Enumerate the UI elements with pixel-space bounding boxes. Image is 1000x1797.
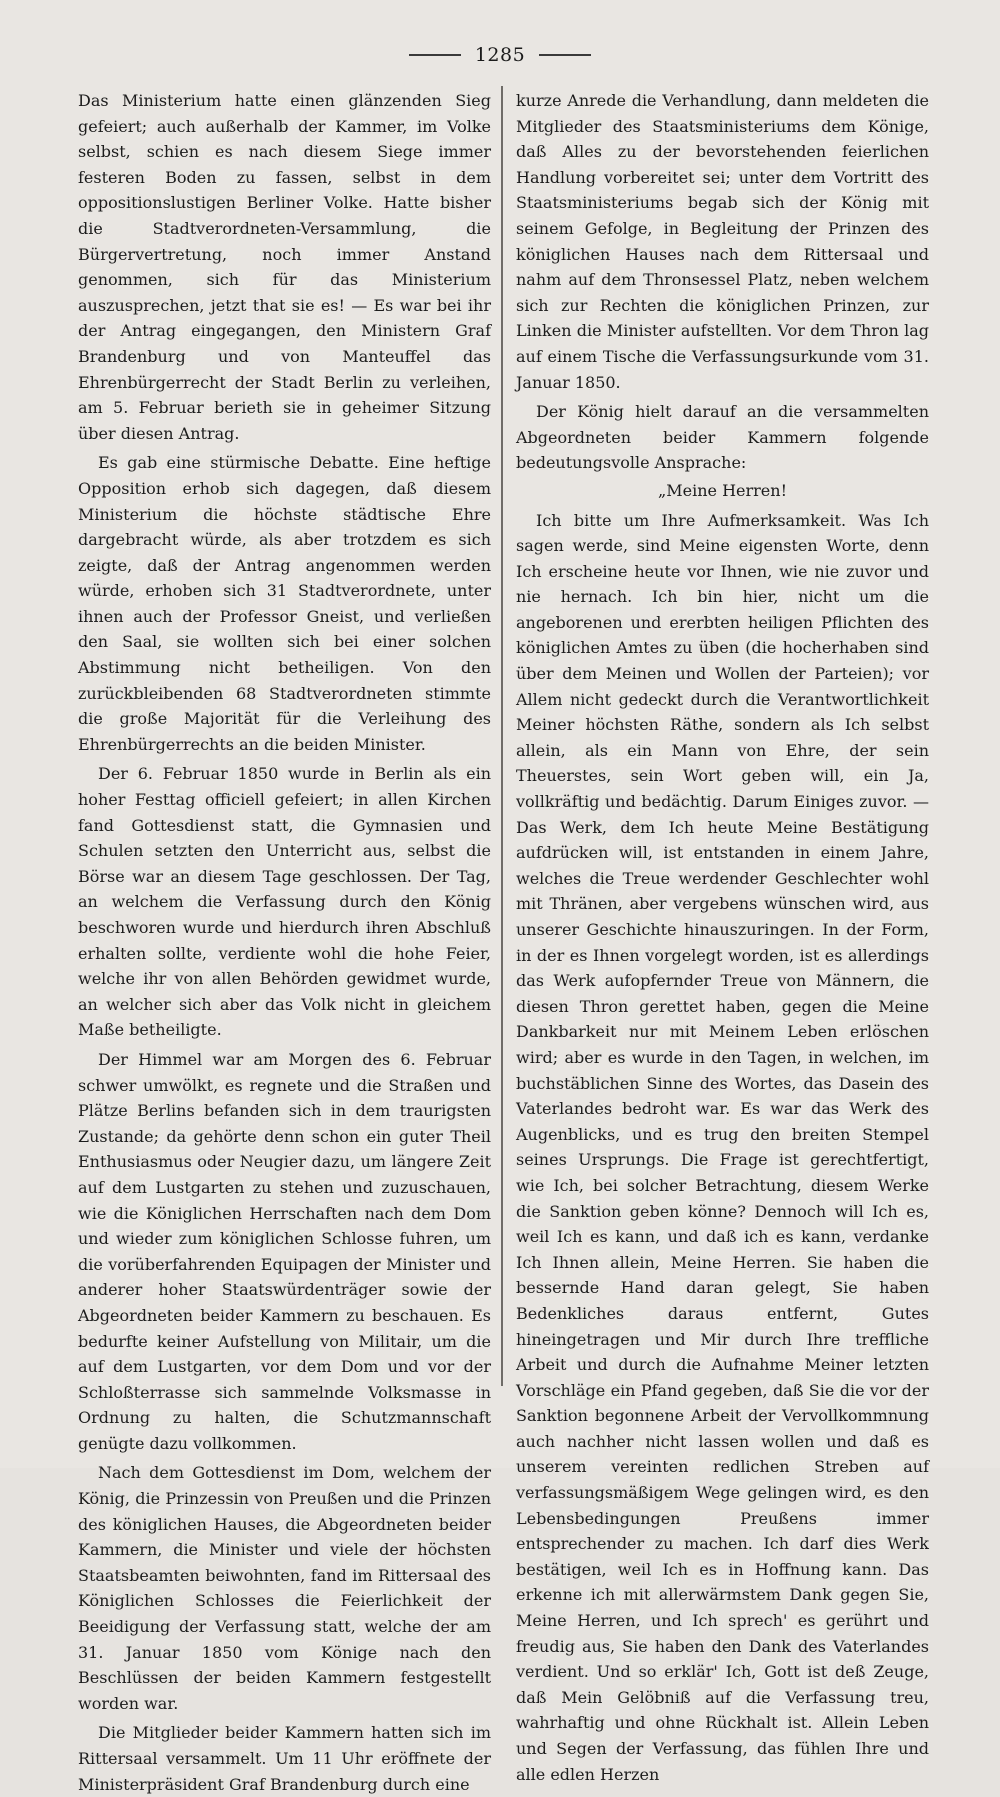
paragraph: Nach dem Gottesdienst im Dom, welchem der König, die Prinzessin von Preußen und die Prinzen des königlichen Hauses, die Abgeordneten beider Kammern, die Minister und viele der höchsten Staatsbeamten beiwohnten, fand im Rittersaal des Königlichen Schlosses die Feierlichkeit der Beeidigung der Verfassung statt, welche der am 31. Januar 1850 vom Könige nach den Beschlüssen der beiden Kammern festgestellt worden war. — [78, 1463, 491, 1713]
paragraph: kurze Anrede die Verhandlung, dann meldeten die Mitglieder des Staatsministeriums dem Könige, daß Alles zu der bevorstehenden feierlichen Handlung vorbereitet sei; unter dem Vortritt des Staatsministeriums begab sich der König mit seinem Gefolge, in Begleitung der Prinzen des königlichen Hauses nach dem Rittersaal und nahm auf dem Thronsessel Platz, neben welchem sich zur Rechten die königlichen Prinzen, zur Linken die Minister aufstellten. Vor dem Thron lag auf einem Tische die Verfassungsurkunde vom 31. Januar 1850. — [516, 91, 929, 392]
page-number: 1285 — [474, 44, 526, 66]
paragraph: Der 6. Februar 1850 wurde in Berlin als ein hoher Festtag officiell gefeiert; in allen Kirchen fand Gottesdienst statt, die Gymnasien und Schulen setzten den Unterricht aus, selbst die Börse war an diesem Tage geschlossen. Der Tag, an welchem die Verfassung durch den König beschworen wurde und hierdurch ihren Abschluß erhalten sollte, verdiente wohl die hohe Feier, welche ihr von allen Behörden gewidmet wurde, an welcher sich aber das Volk nicht in gleichem Maße betheiligte. — [78, 764, 491, 1040]
paragraph: Ich bitte um Ihre Aufmerksamkeit. Was Ich sagen werde, sind Meine eigensten Worte, denn Ich erscheine heute vor Ihnen, wie nie zuvor und nie hernach. Ich bin hier, nicht um die angeborenen und ererbten heiligen Pflichten des königlichen Amtes zu üben (die hocherhaben sind über dem Meinen und Wollen der Parteien); vor Allem nicht gedeckt durch die Verantwortlichkeit Meiner höchsten Räthe, sondern als Ich selbst allein, als ein Mann von Ehre, der sein Theuerstes, sein Wort geben will, ein Ja, vollkräftig und bedächtig. Darum Einiges zuvor. — Das Werk, dem Ich heute Meine Bestätigung aufdrücken will, ist entstanden in einem Jahre, welches die Treue werdender Geschlechter wohl mit Thränen, aber vergebens wünschen wird, aus unserer Geschichte hinauszuringen. In der Form, in der es Ihnen vorgelegt worden, ist es allerdings das Werk aufopfernder Treue von Männern, die diesen Thron gerettet haben, gegen die Meine Dankbarkeit nur mit Meinem Leben erlöschen wird; aber es wurde in den Tagen, in welchen, im buchstäblichen Sinne des Wortes, das Dasein des Vaterlandes bedroht war. Es war das Werk des Augenblicks, und es trug den breiten Stempel seines Ursprungs. Die Frage ist gerechtfertigt, wie Ich, bei solcher Betrachtung, diesem Werke die Sanktion geben könne? Dennoch will Ich es, weil Ich es kann, und daß ich es kann, verdanke Ich Ihnen allein, Meine Herren. Sie haben die bessernde Hand daran gelegt, Sie haben Bedenkliches daraus entfernt, Gutes hineingetragen und Mir durch Ihre treffliche Arbeit und durch die Aufnahme Meiner letzten Vorschläge ein Pfand gegeben, daß Sie die vor der Sanktion begonnene Arbeit der Vervollkommnung auch nachher nicht lassen wollen und daß es unserem vereinten redlichen Streben auf verfassungsmäßigem Wege gelingen wird, es den Lebensbedingungen Preußens immer entsprechender zu machen. Ich darf dies Werk bestätigen, weil Ich es in Hoffnung kann. Das erkenne ich mit allerwärmstem Dank gegen Sie, Meine Herren, und Ich sprech' es gerührt und freudig aus, Sie haben den Dank des Vaterlandes verdient. Und so erklär' Ich, Gott ist deß Zeuge, daß Mein Gelöbniß auf die Verfassung treu, wahrhaftig und ohne Rückhalt ist. Allein Leben und Segen der Verfassung, das fühlen Ihre und alle edlen Herzen — [516, 510, 929, 1784]
left-column — [78, 88, 491, 1797]
paragraph: Es gab eine stürmische Debatte. Eine heftige Opposition erhob sich dagegen, daß diesem Ministerium die höchste städtische Ehre dargebracht würde, als aber trotzdem es sich zeigte, daß der Antrag angenommen werden würde, erhoben sich 31 Stadtverordnete, unter ihnen auch der Professor Gneist, und verließen den Saal, sie wollten sich bei einer solchen Abstimmung nicht betheiligen. Von den zurückbleibenden 68 Stadtverordneten stimmte die große Majorität für die Verleihung des Ehrenbürgerrechts an die beiden Minister. — [78, 453, 491, 754]
right-column — [516, 88, 929, 1787]
header-rule-left — [409, 54, 461, 56]
column-divider — [501, 86, 503, 1386]
paragraph: Der König hielt darauf an die versammelten Abgeordneten beider Kammern folgende bedeutungsvolle Ansprache: — [516, 402, 929, 473]
paragraph: Die Mitglieder beider Kammern hatten sich im Rittersaal versammelt. Um 11 Uhr eröffnete der Ministerpräsident Graf Brandenburg durch eine — [78, 1723, 491, 1794]
paragraph: Das Ministerium hatte einen glänzenden Sieg gefeiert; auch außerhalb der Kammer, im Volke selbst, schien es nach diesem Siege immer festeren Boden zu fassen, selbst in dem oppositionslustigen Berliner Volke. Hatte bisher die Stadtverordneten-Versammlung, die Bürgervertretung, noch immer Anstand genommen, sich für das Ministerium auszusprechen, jetzt that sie es! — Es war bei ihr der Antrag eingegangen, den Ministern Graf Brandenburg und von Manteuffel das Ehrenbürgerrecht der Stadt Berlin zu verleihen, am 5. Februar berieth sie in geheimer Sitzung über diesen Antrag. — [78, 91, 491, 443]
speech-salutation: „Meine Herren! — [657, 480, 788, 500]
header-rule-right — [539, 54, 591, 56]
page-header — [0, 40, 1000, 70]
paragraph: Der Himmel war am Morgen des 6. Februar schwer umwölkt, es regnete und die Straßen und Plätze Berlins befanden sich in dem traurigsten Zustande; da gehörte denn schon ein guter Theil Enthusiasmus oder Neugier dazu, um längere Zeit auf dem Lustgarten zu stehen und zuzuschauen, wie die Königlichen Herrschaften nach dem Dom und wieder zum königlichen Schlosse fuhren, um die vorüberfahrenden Equipagen der Minister und anderer hoher Staatswürdenträger sowie der Abgeordneten beider Kammern zu beschauen. Es bedurfte keiner Aufstellung von Militair, um die auf dem Lustgarten, vor dem Dom und vor der Schloßterrasse sich sammelnde Volksmasse in Ordnung zu halten, die Schutzmannschaft genügte dazu vollkommen. — [78, 1049, 491, 1453]
